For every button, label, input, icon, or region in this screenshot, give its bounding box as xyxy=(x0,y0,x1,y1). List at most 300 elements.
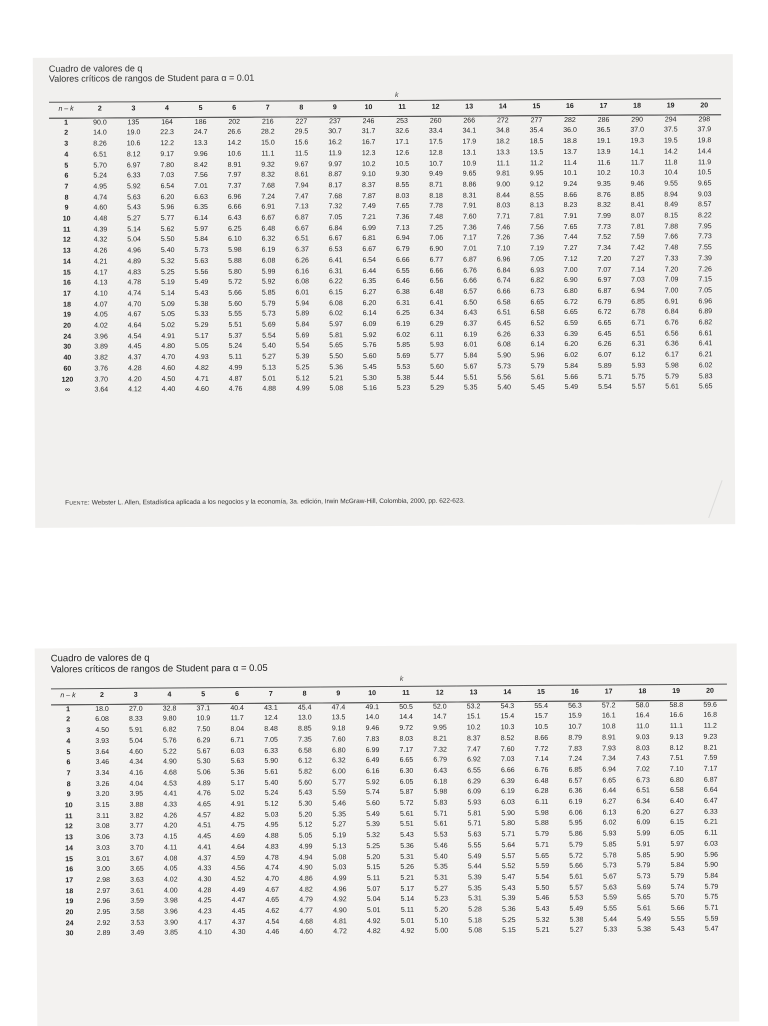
table-cell: 6.84 xyxy=(496,266,511,274)
table-cell: 4.82 xyxy=(195,364,209,372)
table-cell: 9.32 xyxy=(261,161,275,169)
row-label: 120 xyxy=(61,376,74,384)
table-cell: 6.33 xyxy=(264,747,279,755)
table-cell: 6.96 xyxy=(496,256,511,264)
table-cell: 6.34 xyxy=(636,798,651,806)
table-cell: 13.5 xyxy=(529,148,544,157)
table-cell: 5.63 xyxy=(603,884,617,892)
table-cell: 246 xyxy=(362,117,375,125)
table-cell: 6.21 xyxy=(704,819,718,827)
table-cell: 5.46 xyxy=(332,800,346,808)
table-cell: 277 xyxy=(530,116,543,124)
table-cell: 9.95 xyxy=(433,724,447,732)
table-cell: 4.15 xyxy=(163,833,178,841)
table-cell: 2.92 xyxy=(96,919,111,927)
table-cell: 35.4 xyxy=(529,127,544,135)
table-cell: 5.23 xyxy=(396,385,411,393)
table-cell: 5.25 xyxy=(161,268,175,276)
table-cell: 31.7 xyxy=(361,128,376,136)
table-cell: 9.18 xyxy=(331,725,346,733)
table-cell: 5.83 xyxy=(433,799,448,807)
table-cell: 5.97 xyxy=(670,840,685,848)
table-cell: 286 xyxy=(597,116,610,124)
table-cell: 18.8 xyxy=(563,138,577,146)
table-cell: 8.41 xyxy=(630,201,645,210)
table-cell: 6.58 xyxy=(298,747,312,755)
table-cell: 6.54 xyxy=(362,256,377,264)
table-cell: 5.84 xyxy=(295,321,310,329)
table-cell: 6.33 xyxy=(704,808,718,816)
table-cell: 19.1 xyxy=(596,137,611,145)
table-cell: 4.07 xyxy=(94,301,108,309)
table-cell: 4.28 xyxy=(197,886,212,894)
table-cell: 5.82 xyxy=(298,768,312,776)
table-cell: 5.37 xyxy=(228,332,243,340)
table-cell: 5.27 xyxy=(569,927,584,935)
table-cell: 5.71 xyxy=(433,810,448,818)
table-cell: 3.26 xyxy=(95,780,110,788)
table-cell: 6.20 xyxy=(160,193,175,201)
table-cell: 5.11 xyxy=(366,875,381,883)
table-cell: 11.4 xyxy=(563,159,577,167)
table-cell: 8.26 xyxy=(93,140,107,148)
row-label: 16 xyxy=(65,866,74,874)
table-cell: 6.67 xyxy=(295,225,309,233)
column-header: 15 xyxy=(524,685,558,701)
table-cell: 5.15 xyxy=(502,927,516,935)
table-cell: 5.19 xyxy=(332,832,347,840)
table-cell: 10.2 xyxy=(466,724,481,732)
table-cell: 28.2 xyxy=(261,128,275,137)
table-cell: 5.77 xyxy=(332,778,346,787)
table-cell: 5.39 xyxy=(295,353,310,361)
table-cell: 5.40 xyxy=(497,384,512,392)
table-cell: 5.67 xyxy=(603,873,617,881)
table-cell: 5.12 xyxy=(298,821,313,830)
table-cell: 5.43 xyxy=(298,789,313,797)
table-cell: 266 xyxy=(463,117,476,125)
table-cell: 6.09 xyxy=(467,788,482,796)
table-cell: 5.12 xyxy=(295,374,310,383)
table-cell: 9.67 xyxy=(294,160,309,168)
table-cell: 4.99 xyxy=(228,364,243,372)
table-cell: 7.20 xyxy=(597,255,612,263)
table-cell: 5.85 xyxy=(636,851,651,859)
table-cell: 9.97 xyxy=(328,160,342,168)
table-cell: 5.71 xyxy=(501,831,516,839)
table-cell: 5.67 xyxy=(196,747,211,755)
table-cell: 4.72 xyxy=(333,928,347,936)
table-cell: 5.93 xyxy=(430,342,444,350)
table-cell: 4.41 xyxy=(197,844,212,852)
table-cell: 5.31 xyxy=(468,895,482,903)
table-cell: 5.08 xyxy=(468,927,482,935)
table-cell: 6.19 xyxy=(568,798,583,806)
table-cell: 5.15 xyxy=(366,864,381,872)
table-cell: 6.07 xyxy=(597,351,612,360)
table-cell: 6.92 xyxy=(467,756,481,764)
table-cell: 6.25 xyxy=(396,310,410,318)
table-cell: 5.24 xyxy=(264,790,279,798)
table-cell: 5.72 xyxy=(569,852,583,860)
table-cell: 4.08 xyxy=(163,855,178,863)
table-cell: 8.55 xyxy=(529,191,544,199)
table-cell: 7.17 xyxy=(703,765,718,773)
row-label: 9 xyxy=(64,204,69,212)
table-cell: 5.53 xyxy=(433,831,448,839)
table-cell: 9.03 xyxy=(635,733,650,742)
column-header: 8 xyxy=(284,101,318,117)
table-cell: 8.44 xyxy=(496,191,511,200)
table1-source xyxy=(65,498,465,507)
table-cell: 5.79 xyxy=(665,373,679,381)
table-cell: 5.31 xyxy=(434,874,448,882)
table-cell: 5.35 xyxy=(463,384,478,392)
table-cell: 5.61 xyxy=(433,821,448,829)
table-cell: 5.01 xyxy=(400,917,415,925)
table-cell: 6.02 xyxy=(329,310,343,318)
table-cell: 5.96 xyxy=(160,204,175,212)
table-cell: 5.91 xyxy=(636,841,651,849)
table-cell: 7.71 xyxy=(496,213,511,221)
table-cell: 5.30 xyxy=(196,758,211,766)
row-label: 16 xyxy=(63,279,71,287)
row-label: 1 xyxy=(64,119,69,127)
table-cell: 6.84 xyxy=(328,224,343,233)
table-cell: 5.59 xyxy=(535,863,550,871)
table-cell: 6.38 xyxy=(396,288,410,296)
table-cell: 3.15 xyxy=(95,801,110,810)
table-cell: 6.02 xyxy=(698,362,713,370)
table-cell: 6.58 xyxy=(530,309,545,317)
table-cell: 5.30 xyxy=(363,374,377,382)
table-cell: 7.14 xyxy=(631,266,645,274)
table-cell: 5.69 xyxy=(295,332,310,340)
table-cell: 5.20 xyxy=(434,906,449,914)
table-cell: 5.49 xyxy=(637,915,651,924)
table-cell: 4.26 xyxy=(163,812,178,820)
row-label: 13 xyxy=(65,834,73,842)
table-cell: 6.71 xyxy=(230,736,245,744)
table-cell: 14.2 xyxy=(227,139,242,147)
table-cell: 5.04 xyxy=(127,236,141,244)
table-cell: 6.11 xyxy=(704,829,718,837)
table-cell: 15.9 xyxy=(568,713,582,721)
table-cell: 7.55 xyxy=(698,244,712,252)
table-cell: 4.78 xyxy=(127,279,142,287)
table-cell: 6.76 xyxy=(534,766,549,774)
table-cell: 5.61 xyxy=(665,383,679,391)
table-cell: 6.13 xyxy=(602,809,617,817)
table-cell: 5.88 xyxy=(535,820,549,828)
table-cell: 7.83 xyxy=(568,745,583,753)
table-cell: 11.7 xyxy=(230,715,244,723)
table-cell: 290 xyxy=(631,116,644,124)
table-cell: 13.9 xyxy=(596,148,611,156)
table-cell: 2.98 xyxy=(96,876,111,884)
table-cell: 5.75 xyxy=(704,894,719,902)
table-cell: 8.03 xyxy=(395,192,410,200)
table-cell: 12.6 xyxy=(395,149,410,157)
table-cell: 6.15 xyxy=(329,289,343,297)
row-label: 18 xyxy=(63,301,71,309)
table-cell: 5.32 xyxy=(366,832,380,840)
table-cell: 5.49 xyxy=(467,852,482,860)
column-header: 17 xyxy=(592,685,626,701)
table-cell: 8.86 xyxy=(462,181,477,189)
table-cell: 6.91 xyxy=(664,298,679,306)
table-cell: 6.82 xyxy=(698,319,713,327)
table-cell: 8.57 xyxy=(697,201,712,209)
table-cell: 32.8 xyxy=(162,705,177,713)
table-cell: 8.79 xyxy=(568,734,582,742)
row-label: 20 xyxy=(65,909,74,917)
table-cell: 6.65 xyxy=(564,309,578,317)
table-cell: 5.80 xyxy=(228,268,242,276)
table-cell: 6.43 xyxy=(433,767,448,775)
table-cell: 5.62 xyxy=(160,225,175,233)
row-label: 1 xyxy=(66,705,71,713)
table-cell: 9.46 xyxy=(630,180,645,188)
table-cell: 4.53 xyxy=(163,780,177,788)
table-cell: 4.86 xyxy=(299,875,313,883)
table-cell: 4.26 xyxy=(93,247,108,255)
table-cell: 15.1 xyxy=(466,713,481,721)
table-cell: 3.08 xyxy=(95,823,110,831)
table-cell: 6.48 xyxy=(534,777,549,785)
table-cell: 6.96 xyxy=(227,193,242,201)
table-cell: 5.74 xyxy=(366,789,380,797)
table-cell: 4.69 xyxy=(231,833,245,841)
table-cell: 4.10 xyxy=(93,290,108,298)
table-cell: 5.85 xyxy=(396,342,411,350)
table-cell: 5.91 xyxy=(129,726,143,734)
row-label: 40 xyxy=(63,354,72,362)
table-cell: 3.34 xyxy=(95,769,110,777)
table-cell: 7.26 xyxy=(698,265,712,273)
table-cell: 7.47 xyxy=(467,745,481,753)
table-cell: 10.6 xyxy=(126,140,141,148)
column-header: 12 xyxy=(423,686,457,702)
table-cell: 5.55 xyxy=(670,915,685,923)
row-label: 30 xyxy=(63,344,72,352)
row-label: 15 xyxy=(62,269,71,277)
table-cell: 5.53 xyxy=(396,363,411,371)
table-cell: 6.14 xyxy=(194,214,208,223)
table-cell: 8.42 xyxy=(194,161,208,169)
table-cell: 14.1 xyxy=(630,148,645,156)
table-cell: 9.23 xyxy=(703,733,718,741)
table-cell: 5.60 xyxy=(366,800,380,808)
table-cell: 8.33 xyxy=(129,716,143,724)
table-cell: 5.66 xyxy=(564,373,579,381)
table-cell: 7.60 xyxy=(500,745,515,753)
table-cell: 9.17 xyxy=(160,150,175,158)
table-cell: 5.27 xyxy=(127,215,141,223)
table-cell: 3.95 xyxy=(129,791,144,799)
table-cell: 7.33 xyxy=(664,255,679,263)
table-cell: 11.1 xyxy=(669,723,683,731)
column-header: 9 xyxy=(318,101,352,117)
table-cell: 8.85 xyxy=(298,725,312,733)
table-cell: 6.00 xyxy=(332,768,346,776)
table-cell: 16.1 xyxy=(601,712,616,720)
table-cell: 4.89 xyxy=(127,258,142,266)
table-cell: 8.21 xyxy=(703,744,718,752)
column-header: 11 xyxy=(389,686,423,702)
table-cell: 7.27 xyxy=(563,245,578,253)
table-cell: 56.3 xyxy=(568,702,582,710)
table-cell: 4.96 xyxy=(332,885,347,894)
table-cell: 8.48 xyxy=(264,725,278,733)
table-cell: 7.97 xyxy=(227,171,242,180)
table-cell: 5.60 xyxy=(430,363,444,371)
table-cell: 4.41 xyxy=(163,790,178,798)
table-cell: 5.61 xyxy=(399,810,414,818)
table-cell: 6.11 xyxy=(535,798,549,806)
table-cell: 7.01 xyxy=(194,182,208,190)
table-cell: 5.43 xyxy=(501,884,516,892)
table-cell: 6.85 xyxy=(631,298,645,306)
table2-title: Cuadro de valores de q xyxy=(50,652,150,665)
row-label: 3 xyxy=(66,727,71,735)
table-cell: 34.8 xyxy=(496,127,510,135)
table-cell: 6.76 xyxy=(463,267,477,275)
column-header: 7 xyxy=(254,687,288,703)
table-cell: 5.56 xyxy=(194,268,209,276)
table-cell: 6.65 xyxy=(530,298,545,306)
table-cell: 5.81 xyxy=(329,331,343,340)
column-header: 4 xyxy=(153,688,187,704)
table-cell: 6.67 xyxy=(328,235,343,243)
table-cell: 6.49 xyxy=(365,757,380,765)
table-cell: 8.07 xyxy=(630,212,645,220)
table-cell: 5.27 xyxy=(262,353,276,361)
table-cell: 5.46 xyxy=(535,895,550,903)
table-cell: 4.90 xyxy=(298,864,313,872)
table-cell: 27.0 xyxy=(128,705,143,713)
table-cell: 6.19 xyxy=(501,788,515,796)
table-cell: 3.59 xyxy=(130,898,144,906)
row-label: 17 xyxy=(65,877,74,885)
table-cell: 40.4 xyxy=(230,704,244,712)
table-cell: 4.64 xyxy=(231,843,245,851)
table2-k-label: k xyxy=(399,675,404,683)
table-cell: 5.03 xyxy=(332,864,347,872)
table-cell: 3.01 xyxy=(96,855,110,863)
table-cell: 3.98 xyxy=(164,897,178,905)
table-cell: 10.7 xyxy=(568,723,582,731)
table-cell: 6.51 xyxy=(93,151,107,159)
table-cell: 5.66 xyxy=(670,904,685,913)
table-cell: 6.19 xyxy=(396,320,410,328)
table-cell: 3.82 xyxy=(129,812,144,820)
table-cell: 7.91 xyxy=(563,213,578,221)
table-cell: 5.54 xyxy=(535,873,550,881)
table-cell: 6.03 xyxy=(230,747,245,755)
table-cell: 6.14 xyxy=(362,310,377,318)
table-cell: 13.5 xyxy=(331,714,346,722)
table-cell: 4.60 xyxy=(129,748,143,756)
table-cell: 5.04 xyxy=(129,737,143,745)
table-cell: 4.45 xyxy=(197,833,212,841)
table-cell: 6.66 xyxy=(227,204,242,212)
table-cell: 4.99 xyxy=(298,843,313,851)
table-cell: 6.59 xyxy=(564,320,578,328)
table-cell: 8.03 xyxy=(399,735,414,743)
table-cell: 3.61 xyxy=(130,887,144,895)
table-cell: 4.02 xyxy=(163,876,178,884)
table-cell: 5.79 xyxy=(636,862,651,870)
table-cell: 4.88 xyxy=(262,385,277,393)
table-cell: 3.46 xyxy=(95,759,110,767)
row-label: 8 xyxy=(64,194,69,202)
table-cell: 4.99 xyxy=(332,875,347,883)
table-cell: 5.66 xyxy=(569,862,583,870)
table-cell: 7.05 xyxy=(328,214,343,222)
table-cell: 7.39 xyxy=(698,255,712,263)
table-cell: 5.35 xyxy=(332,811,347,819)
table-cell: 6.29 xyxy=(429,320,444,328)
table-cell: 6.96 xyxy=(698,297,713,306)
table-cell: 5.20 xyxy=(366,853,381,861)
table-cell: 6.08 xyxy=(295,278,310,286)
table-cell: 10.3 xyxy=(630,169,645,177)
table-cell: 55.4 xyxy=(534,702,548,710)
table-cell: 10.6 xyxy=(227,150,242,158)
table-cell: 6.63 xyxy=(194,193,208,201)
table-cell: 6.39 xyxy=(501,777,515,785)
table-cell: 4.30 xyxy=(197,876,212,884)
table-cell: 7.50 xyxy=(196,726,211,734)
column-header: 13 xyxy=(457,686,491,702)
table-cell: 7.68 xyxy=(261,182,275,190)
table-cell: 6.90 xyxy=(563,277,578,285)
table-cell: 6.87 xyxy=(295,214,309,222)
table-cell: 5.60 xyxy=(228,300,242,308)
table-cell: 7.03 xyxy=(500,756,515,764)
table-cell: 4.39 xyxy=(93,226,108,234)
table-cell: 6.31 xyxy=(328,267,343,275)
table-cell: 4.33 xyxy=(197,865,212,873)
table-cell: 5.84 xyxy=(463,352,478,360)
table-cell: 6.30 xyxy=(399,767,414,775)
table-cell: 7.78 xyxy=(429,203,443,211)
table-cell: 5.19 xyxy=(161,279,175,287)
table-cell: 5.63 xyxy=(230,758,245,766)
table-cell: 4.34 xyxy=(129,758,143,767)
table-cell: 4.17 xyxy=(93,268,108,277)
table-cell: 5.79 xyxy=(261,300,276,308)
table-cell: 4.89 xyxy=(197,779,211,787)
table-cell: 7.42 xyxy=(630,244,645,252)
table-cell: 59.6 xyxy=(703,701,717,709)
table-cell: 5.92 xyxy=(261,278,276,286)
table-cell: 4.47 xyxy=(231,897,246,905)
table-cell: 6.65 xyxy=(597,319,612,327)
table-cell: 5.25 xyxy=(295,364,310,372)
table-cell: 5.69 xyxy=(262,321,276,329)
table-cell: 4.76 xyxy=(228,386,243,394)
table-cell: 7.73 xyxy=(597,223,611,231)
table-cell: 6.94 xyxy=(602,766,616,774)
table1-critical-values xyxy=(49,98,723,396)
table-cell: 18.5 xyxy=(529,138,544,146)
table-cell: 8.76 xyxy=(597,191,611,199)
table-cell: 5.71 xyxy=(598,373,612,381)
table-cell: 5.12 xyxy=(264,800,279,808)
table-cell: 6.99 xyxy=(365,746,380,754)
